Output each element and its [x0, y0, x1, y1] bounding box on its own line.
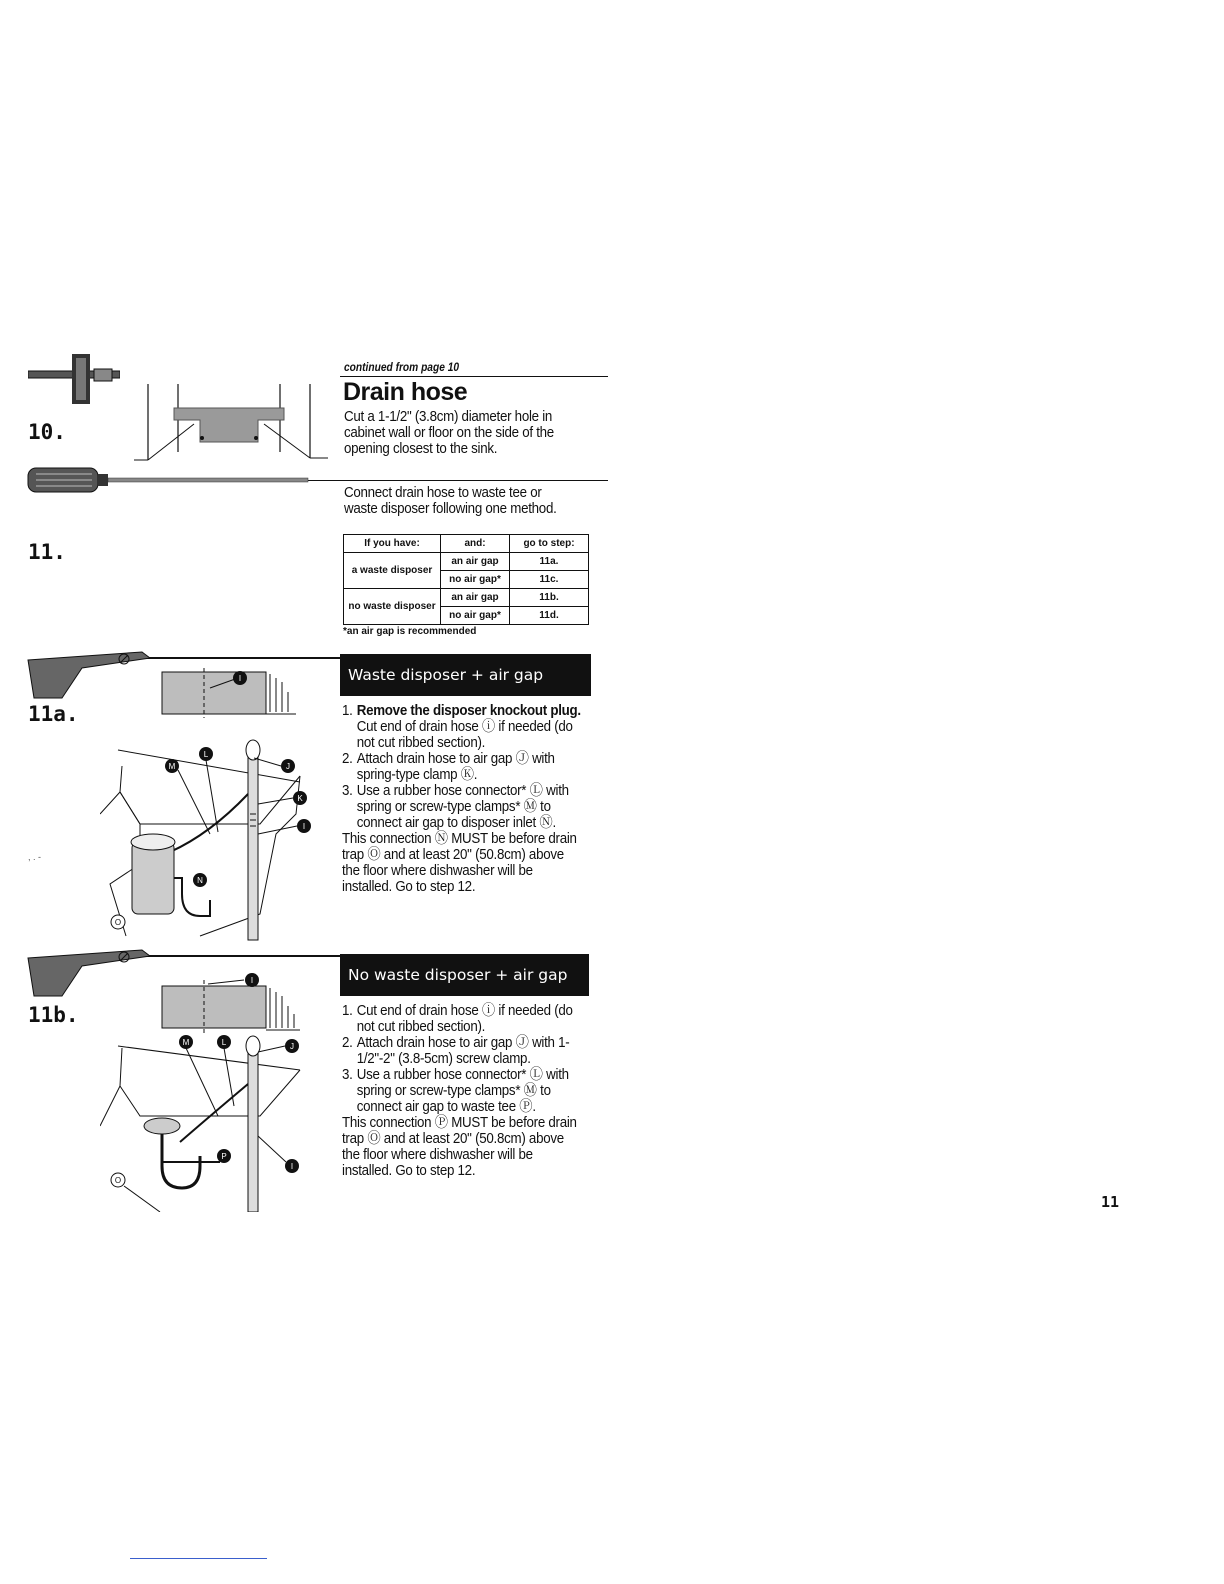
- method-table: [343, 534, 589, 637]
- callout-i-2: [285, 1159, 299, 1173]
- svg-text:K: K: [297, 794, 303, 803]
- table-row: [344, 553, 589, 571]
- step-10-text: Cut a 1-1/2" (3.8cm) diameter hole in cabinet wall or floor on the side of the opening closest to the sink.: [344, 409, 554, 457]
- svg-text:J: J: [290, 1042, 294, 1051]
- drill-tool-icon: [28, 354, 120, 404]
- table-cell: a waste disposer: [344, 553, 441, 589]
- callout-j: [285, 1039, 299, 1053]
- callout-l: [199, 747, 213, 761]
- step-10-title: Drain hose: [343, 378, 468, 406]
- callout-p: [217, 1149, 231, 1163]
- svg-text:O: O: [114, 1176, 122, 1185]
- link-underline: [130, 1558, 267, 1559]
- waste-tee-air-gap-illustration: [100, 966, 320, 1212]
- list-item: 3. Use a rubber hose connector* Ⓛ with spring or screw-type clamps* Ⓜ to connect air gap to disposer inlet Ⓝ.: [342, 783, 569, 831]
- table-cell: 11a.: [510, 553, 589, 571]
- page-number: 11: [1101, 1193, 1120, 1211]
- callout-m: [179, 1035, 193, 1049]
- step-11a-body: [342, 703, 583, 895]
- section-heading-11b: No waste disposer + air gap: [340, 954, 589, 996]
- step-10-number: 10.: [28, 420, 66, 444]
- cabinet-opening-illustration: [134, 378, 330, 470]
- svg-text:M: M: [168, 762, 176, 771]
- table-cell: an air gap: [441, 589, 510, 607]
- svg-text:N: N: [197, 876, 203, 885]
- svg-text:L: L: [221, 1038, 227, 1047]
- list-item: 2. Attach drain hose to air gap Ⓙ with 1-1/2"-2" (3.8-5cm) screw clamp.: [342, 1035, 570, 1067]
- step-11a-number: 11a.: [28, 702, 79, 726]
- table-header: go to step:: [510, 535, 589, 553]
- table-cell: no air gap*: [441, 607, 510, 625]
- table-cell: no air gap*: [441, 571, 510, 589]
- table-cell: 11b.: [510, 589, 589, 607]
- callout-i-2: [297, 819, 311, 833]
- step-11-intro: Connect drain hose to waste tee or waste disposer following one method.: [344, 485, 557, 517]
- svg-text:L: L: [203, 750, 209, 759]
- callout-m: [165, 759, 179, 773]
- callout-o: [111, 915, 125, 929]
- stray-marks: , . -: [28, 852, 41, 862]
- callout-o: [111, 1173, 125, 1187]
- callout-k: [293, 791, 307, 805]
- step-11b-number: 11b.: [28, 1003, 79, 1027]
- svg-text:I: I: [302, 822, 306, 831]
- step-11-number: 11.: [28, 540, 66, 564]
- svg-text:I: I: [250, 976, 254, 985]
- callout-j: [281, 759, 295, 773]
- table-cell: 11c.: [510, 571, 589, 589]
- continued-note: continued from page 10: [344, 360, 460, 374]
- table-footnote: *an air gap is recommended: [343, 626, 477, 637]
- disposer-air-gap-illustration: [100, 664, 320, 944]
- table-cell: an air gap: [441, 553, 510, 571]
- list-item: 1. Remove the disposer knockout plug. Cut end of drain hose ⓘ if needed (do not cut ribbed section).: [342, 703, 581, 751]
- step-11b-body: [342, 1003, 583, 1179]
- callout-n: [193, 873, 207, 887]
- table-header: If you have:: [344, 535, 441, 553]
- svg-text:J: J: [286, 762, 290, 771]
- svg-text:O: O: [114, 918, 122, 927]
- screwdriver-icon: [26, 466, 326, 494]
- table-header-row: [344, 535, 589, 553]
- callout-i: [245, 973, 259, 987]
- table-row: [344, 589, 589, 607]
- list-item: 2. Attach drain hose to air gap Ⓙ with spring-type clamp Ⓚ.: [342, 751, 555, 783]
- table-cell: no waste disposer: [344, 589, 441, 625]
- callout-i: I: [238, 674, 242, 683]
- list-item: 1. Cut end of drain hose ⓘ if needed (do not cut ribbed section).: [342, 1003, 573, 1035]
- svg-text:I: I: [290, 1162, 294, 1171]
- step-11b-note: This connection Ⓟ MUST be before drain trap Ⓞ and at least 20" (50.8cm) above the floor where dishwasher will be installed. Go to step 12.: [342, 1115, 577, 1179]
- list-item: 3. Use a rubber hose connector* Ⓛ with spring or screw-type clamps* Ⓜ to connect air gap to waste tee Ⓟ.: [342, 1067, 569, 1115]
- table-header: and:: [441, 535, 510, 553]
- step-11a-note: This connection Ⓝ MUST be before drain trap Ⓞ and at least 20" (50.8cm) above the floor where dishwasher will be installed. Go to step 12.: [342, 831, 577, 895]
- svg-text:P: P: [221, 1152, 227, 1161]
- table-cell: 11d.: [510, 607, 589, 625]
- callout-l: [217, 1035, 231, 1049]
- section-heading-11a: Waste disposer + air gap: [340, 654, 591, 696]
- svg-text:M: M: [182, 1038, 190, 1047]
